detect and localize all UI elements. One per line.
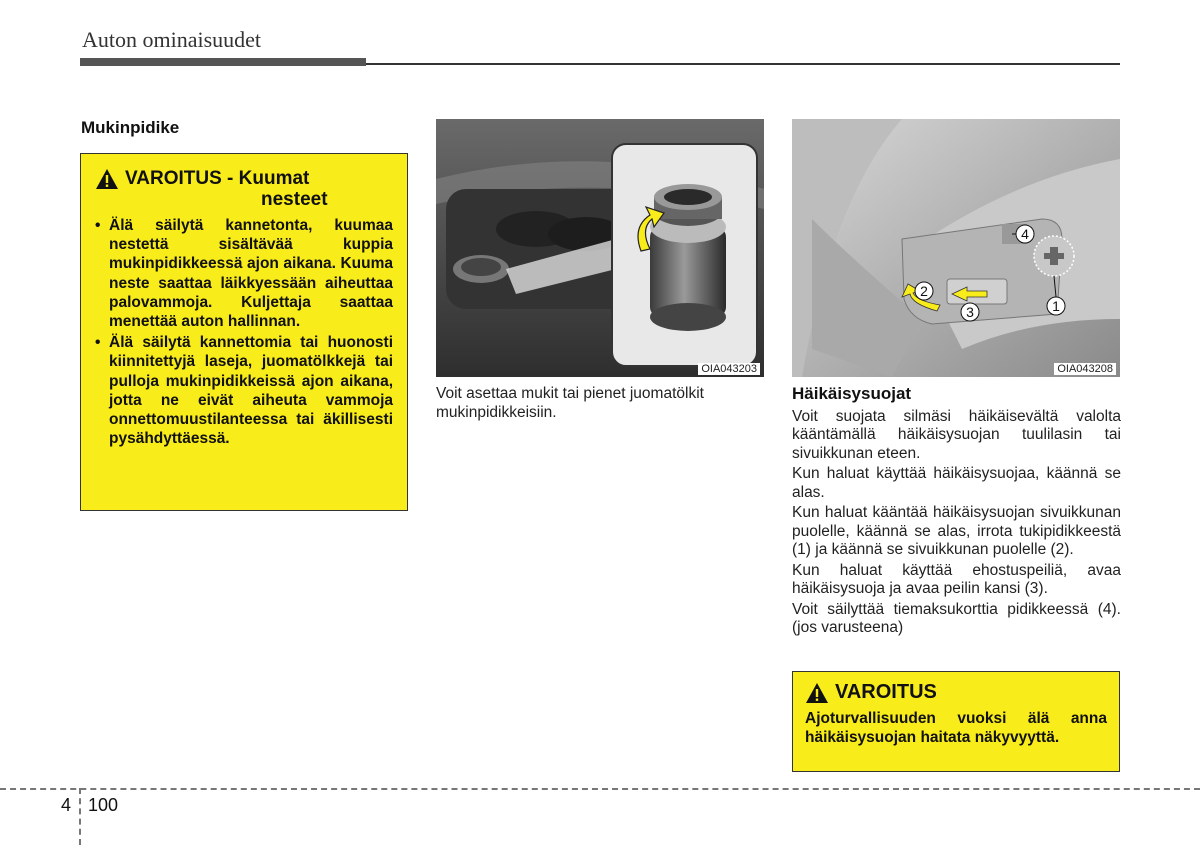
sunvisor-illustration (792, 119, 1120, 377)
sunvisor-heading: Häikäisysuojat (792, 384, 912, 403)
page-number: 100 (88, 795, 119, 815)
callout-4: 4 (1021, 226, 1029, 242)
callout-1: 1 (1052, 298, 1060, 314)
warning-title (91, 168, 393, 210)
figure-code: OIA043208 (1054, 363, 1116, 375)
chapter-number: 4 (61, 795, 72, 815)
footer-rule (0, 788, 1200, 790)
callout-2: 2 (920, 283, 928, 299)
warning-title-line2: nesteet (261, 189, 328, 210)
warning-bullet-list (91, 216, 393, 448)
cupholder-description: Voit asettaa mukit tai pienet juomatölkit mukinpidikkeisiin. (436, 385, 704, 421)
warning-triangle-icon (95, 168, 119, 190)
warning-title (805, 682, 1107, 704)
warning-title-text: VAROITUS (835, 681, 937, 703)
cupholder-heading: Mukinpidike (81, 118, 180, 137)
header-rule-thin (366, 63, 1120, 65)
sunvisor-paragraph: Kun haluat käyttää ehostuspeiliä, avaa häikäisysuoja ja avaa peilin kansi (3). (792, 561, 1121, 597)
sunvisor-section (792, 385, 1121, 640)
warning-body: Ajoturvallisuuden vuoksi älä anna häikäisysuojan haitata näkyvyyttä. (805, 710, 1107, 746)
figure-code: OIA043203 (698, 363, 760, 375)
callout-3: 3 (966, 304, 974, 320)
warning-title-line1: VAROITUS - Kuumat (125, 168, 310, 189)
hot-liquids-warning-box (80, 153, 408, 511)
visibility-warning-box (792, 671, 1120, 772)
page-header-title: Auton ominaisuudet (82, 27, 262, 52)
footer-divider (79, 788, 81, 845)
sunvisor-paragraph: Kun haluat kääntää häikäisysuojan sivuikkunan puolelle, käännä se alas, irrota tukipidikkeestä (1) ja käännä se sivuikkunan puolelle (2). (792, 504, 1121, 558)
cupholder-illustration (436, 119, 764, 377)
sunvisor-paragraph: Voit säilyttää tiemaksukorttia pidikkeessä (4). (jos varusteena) (792, 600, 1121, 636)
warning-triangle-icon (805, 682, 829, 704)
header-rule-thick (80, 58, 366, 66)
warning-bullet: • Älä säilytä kannetonta, kuumaa nestettä sisältävää kuppia mukinpidikkeessä ajon aikana. Kuuma neste saattaa läikkyessään aiheuttaa palovammoja. Kuljettaja saattaa menettää auton hallinnan. (91, 216, 393, 331)
sunvisor-paragraph: Voit suojata silmäsi häikäisevältä valolta kääntämällä häikäisysuojan tuulilasin tai sivuikkunan eteen. (792, 407, 1121, 462)
sunvisor-paragraph: Kun haluat käyttää häikäisysuojaa, käännä se alas. (792, 465, 1121, 501)
warning-bullet: • Älä säilytä kannettomia tai huonosti kiinnitettyjä laseja, juomatölkkejä tai pulloja mukinpidikkeissä ajon aikana, jotta ne eivät aiheuta vammoja onnettomuustilanteessa tai äkillisesti pysähdyttäessä. (91, 333, 393, 448)
